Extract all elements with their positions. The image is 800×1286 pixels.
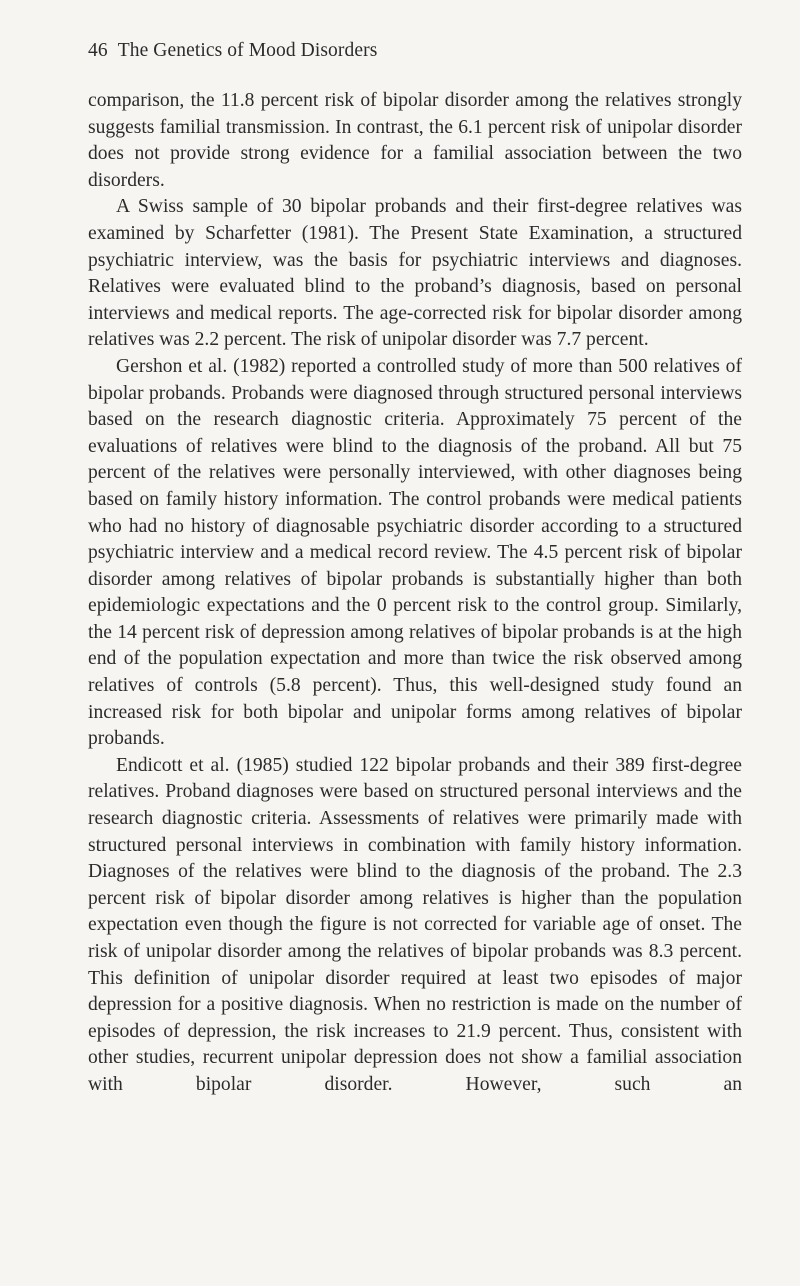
body-text [88, 88, 742, 1099]
paragraph-endicott: Endicott et al. (1985) studied 122 bipolar probands and their 389 first-degree relatives. Proband diagnoses were based on structured personal interviews and the research diagnostic criteria. Assessments of relatives were primarily made with structured personal interviews in combination with family history information. Diagnoses of the relatives were blind to the diagnosis of the proband. The 2.3 percent risk of bipolar disorder among relatives is higher than the population expectation even though the figure is not corrected for variable age of onset. The risk of unipolar disorder among the relatives of bipolar probands was 8.3 percent. This definition of unipolar disorder required at least two episodes of major depression for a positive diagnosis. When no restriction is made on the number of episodes of depression, the risk increases to 21.9 percent. Thus, consistent with other studies, recurrent unipolar depression does not show a familial association with bipolar disorder. However, such an [88, 754, 742, 1095]
book-page [88, 38, 742, 1099]
paragraph-scharfetter: A Swiss sample of 30 bipolar probands and their first-degree relatives was examined by Scharfetter (1981). The Present State Examination, a structured psychiatric interview, was the basis for psychiatric interviews and diagnoses. Relatives were evaluated blind to the proband’s diagnosis, based on personal interviews and medical reports. The age-corrected risk for bipolar disorder among relatives was 2.2 percent. The risk of unipolar disorder was 7.7 percent. [88, 196, 742, 351]
running-head [88, 38, 742, 64]
paragraph-gershon: Gershon et al. (1982) reported a controlled study of more than 500 relatives of bipolar probands. Probands were diagnosed through structured personal interviews based on the research diagnostic criteria. Approximately 75 percent of the evaluations of relatives were blind to the diagnosis of the proband. All but 75 percent of the relatives were personally interviewed, with other diagnoses being based on family history information. The control probands were medical patients who had no history of diagnosable psychiatric disorder according to a structured psychiatric interview and a medical record review. The 4.5 percent risk of bipolar disorder among relatives of bipolar probands is substantially higher than both epidemiologic expectations and the 0 percent risk to the control group. Similarly, the 14 percent risk of depression among relatives of bipolar probands is at the high end of the population expectation and more than twice the risk observed among relatives of controls (5.8 percent). Thus, this well-designed study found an increased risk for both bipolar and unipolar forms among relatives of bipolar probands. [88, 355, 742, 750]
paragraph-continuation: comparison, the 11.8 percent risk of bipolar disorder among the relatives strongly suggests familial transmission. In contrast, the 6.1 percent risk of unipolar disorder does not provide strong evidence for a familial association between the two disorders. [88, 90, 742, 191]
page-number: 46 [88, 40, 108, 61]
running-head-title: The Genetics of Mood Disorders [117, 40, 378, 61]
